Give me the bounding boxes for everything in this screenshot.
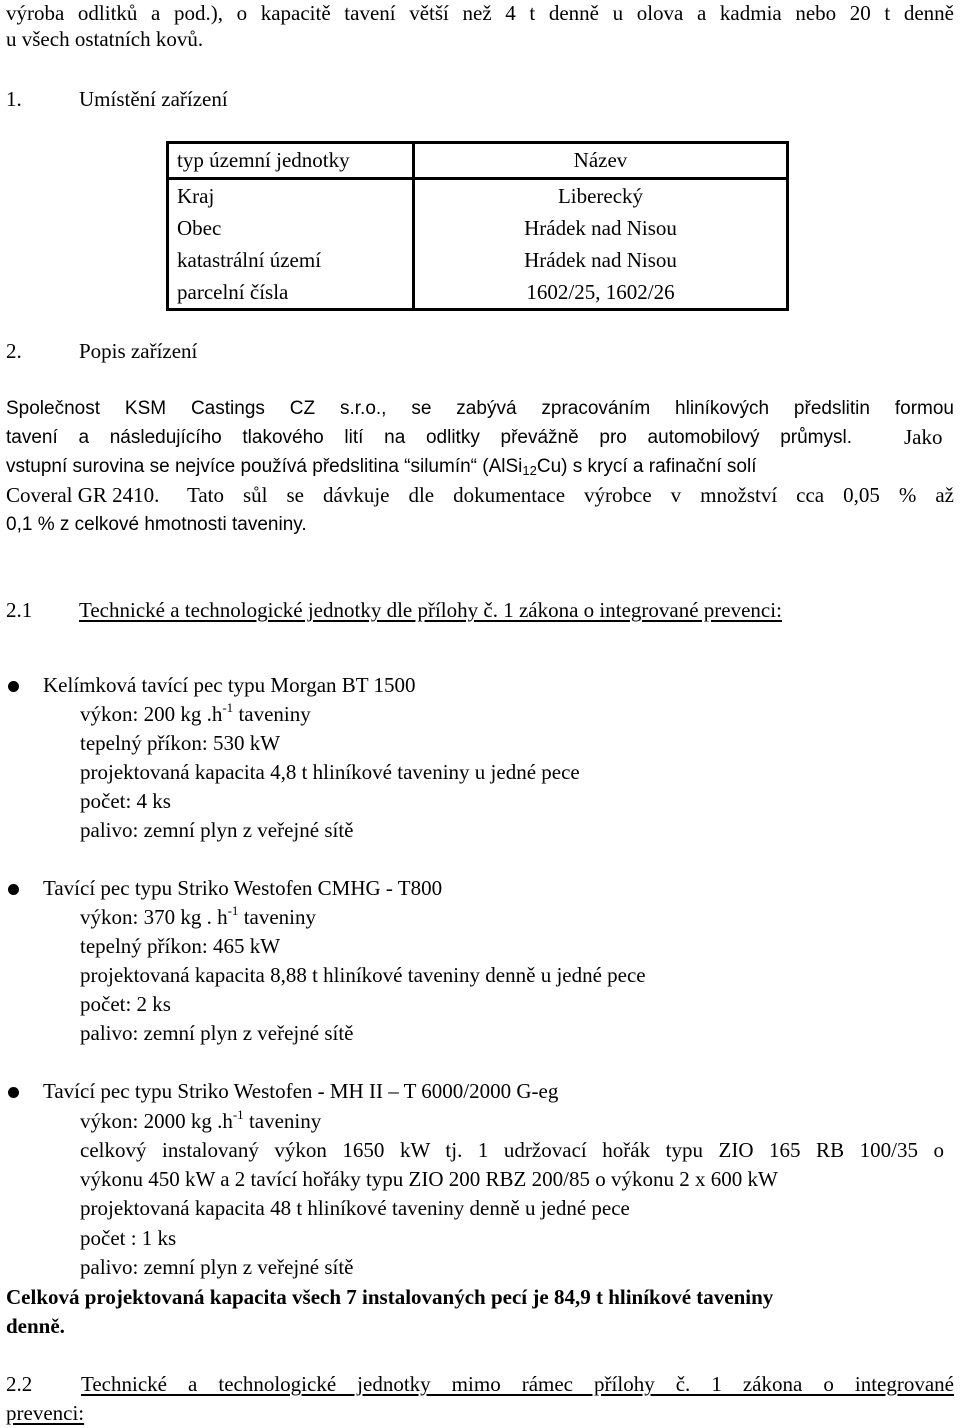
furnace-3-fuel: palivo: zemní plyn z veřejné sítě <box>80 1255 354 1279</box>
furnace-1-power <box>80 700 311 726</box>
furnace-1-count: počet: 4 ks <box>80 789 171 813</box>
furnace-3-installed-1: celkový instalovaný výkon 1650 kW tj. 1 udržovací hořák typu ZIO 165 RB 100/35 o <box>80 1138 944 1162</box>
section-1-heading <box>6 87 228 111</box>
furnace-2-count: počet: 2 ks <box>80 992 171 1016</box>
total-line-1: Celková projektovaná kapacita všech 7 instalovaných pecí je 84,9 t hliníkové taveniny <box>6 1285 774 1309</box>
table-header-row <box>168 143 788 179</box>
table-cell-type: parcelní čísla <box>168 276 414 310</box>
furnace-1-power-unit: taveniny <box>233 702 311 726</box>
table-row <box>168 244 788 276</box>
furnace-3-installed-2: výkonu 450 kW a 2 tavící hořáky typu ZIO 200 RBZ 200/85 o výkonu 2 x 600 kW <box>80 1167 778 1191</box>
description-line-4-b: Tato sůl se dávkuje dle dokumentace výrobce v množství cca 0,05 % až <box>187 483 954 507</box>
description-line-3-a: vstupní surovina se nejvíce používá předslitina “silumín“ (AlSi <box>6 456 523 477</box>
furnace-3-name: Tavící pec typu Striko Westofen - MH II – T 6000/2000 G-eg <box>43 1079 559 1103</box>
section-2-2-heading <box>6 1372 954 1396</box>
description-line-3 <box>6 457 954 476</box>
furnace-2-power-value: výkon: 370 kg . h <box>80 905 228 929</box>
intro-line-2: u všech ostatních kovů. <box>6 27 204 51</box>
section-2-2-number: 2.2 <box>6 1372 33 1396</box>
description-line-4 <box>6 485 954 506</box>
furnace-1-power-sup: -1 <box>222 700 234 715</box>
furnace-1-capacity: projektovaná kapacita 4,8 t hliníkové taveniny u jedné pece <box>80 760 580 784</box>
location-table <box>166 141 789 311</box>
furnace-1-power-value: výkon: 200 kg .h <box>80 702 223 726</box>
table-cell-name: Hrádek nad Nisou <box>524 247 677 272</box>
description-line-4-a: Coveral GR 2410. <box>6 483 160 507</box>
furnace-3-capacity: projektovaná kapacita 48 t hliníkové taveniny denně u jedné pece <box>80 1196 630 1220</box>
furnace-3-power-unit: taveniny <box>243 1109 322 1133</box>
furnace-3-power-value: výkon: 2000 kg .h <box>80 1109 233 1133</box>
furnace-1-fuel: palivo: zemní plyn z veřejné sítě <box>80 818 354 842</box>
furnace-1-heat: tepelný příkon: 530 kW <box>80 731 281 755</box>
table-header-name: Název <box>414 143 788 179</box>
table-cell-type: Kraj <box>168 179 414 213</box>
intro-line-1: výroba odlitků a pod.), o kapacitě tavení větší než 4 t denně u olova a kadmia nebo 20 t denně <box>6 1 954 25</box>
section-2-1-heading <box>6 598 782 622</box>
section-2-heading <box>6 339 198 363</box>
description-line-1: Společnost KSM Castings CZ s.r.o., se zabývá zpracováním hliníkových předslitin formou <box>6 398 954 419</box>
table-row <box>168 212 788 244</box>
section-2-2-title-line-2: prevenci: <box>6 1401 85 1425</box>
description-line-3-b: Cu) s krycí a rafinační solí <box>536 456 757 477</box>
furnace-3-power-sup: -1 <box>232 1107 244 1122</box>
furnace-2-capacity: projektovaná kapacita 8,88 t hliníkové taveniny denně u jedné pece <box>80 963 646 987</box>
table-cell-name: Liberecký <box>557 183 644 208</box>
furnace-3-count: počet : 1 ks <box>80 1226 177 1250</box>
furnace-3-power <box>80 1107 322 1133</box>
furnace-2-heat: tepelný příkon: 465 kW <box>80 934 281 958</box>
section-2-title: Popis zařízení <box>79 339 198 363</box>
section-2-2-title-line-1: Technické a technologické jednotky mimo rámec přílohy č. 1 zákona o integrované <box>81 1372 954 1396</box>
table-row <box>168 179 788 213</box>
section-1-number: 1. <box>6 87 22 111</box>
furnace-2-power-sup: -1 <box>227 903 239 918</box>
table-header-type: typ územní jednotky <box>168 143 414 179</box>
furnace-2-power <box>80 903 316 929</box>
furnace-2-power-unit: taveniny <box>238 905 316 929</box>
furnace-2-name: Tavící pec typu Striko Westofen CMHG - T800 <box>43 876 443 900</box>
description-line-2-tail: Jako <box>904 425 943 449</box>
table-cell-type: katastrální území <box>168 244 414 276</box>
bullet-icon <box>8 884 19 895</box>
section-1-title: Umístění zařízení <box>79 87 228 111</box>
total-line-2: denně. <box>6 1314 65 1338</box>
furnace-1-name: Kelímková tavící pec typu Morgan BT 1500 <box>43 673 416 697</box>
description-line-3-text <box>6 457 757 476</box>
section-2-1-number: 2.1 <box>6 598 33 622</box>
furnace-2-fuel: palivo: zemní plyn z veřejné sítě <box>80 1021 354 1045</box>
bullet-icon <box>8 681 19 692</box>
description-line-3-sub: 12 <box>522 463 537 478</box>
section-2-number: 2. <box>6 339 22 363</box>
description-line-5: 0,1 % z celkové hmotnosti taveniny. <box>6 514 307 535</box>
bullet-icon <box>8 1087 19 1098</box>
table-row <box>168 276 788 310</box>
table-cell-type: Obec <box>168 212 414 244</box>
description-line-2: tavení a následujícího tlakového lití na odlitky převážně pro automobilový průmysl. <box>6 427 852 448</box>
table-cell-name: Hrádek nad Nisou <box>524 215 677 240</box>
section-2-1-title: Technické a technologické jednotky dle přílohy č. 1 zákona o integrované prevenci: <box>79 598 782 622</box>
table-cell-name: 1602/25, 1602/26 <box>526 279 675 304</box>
